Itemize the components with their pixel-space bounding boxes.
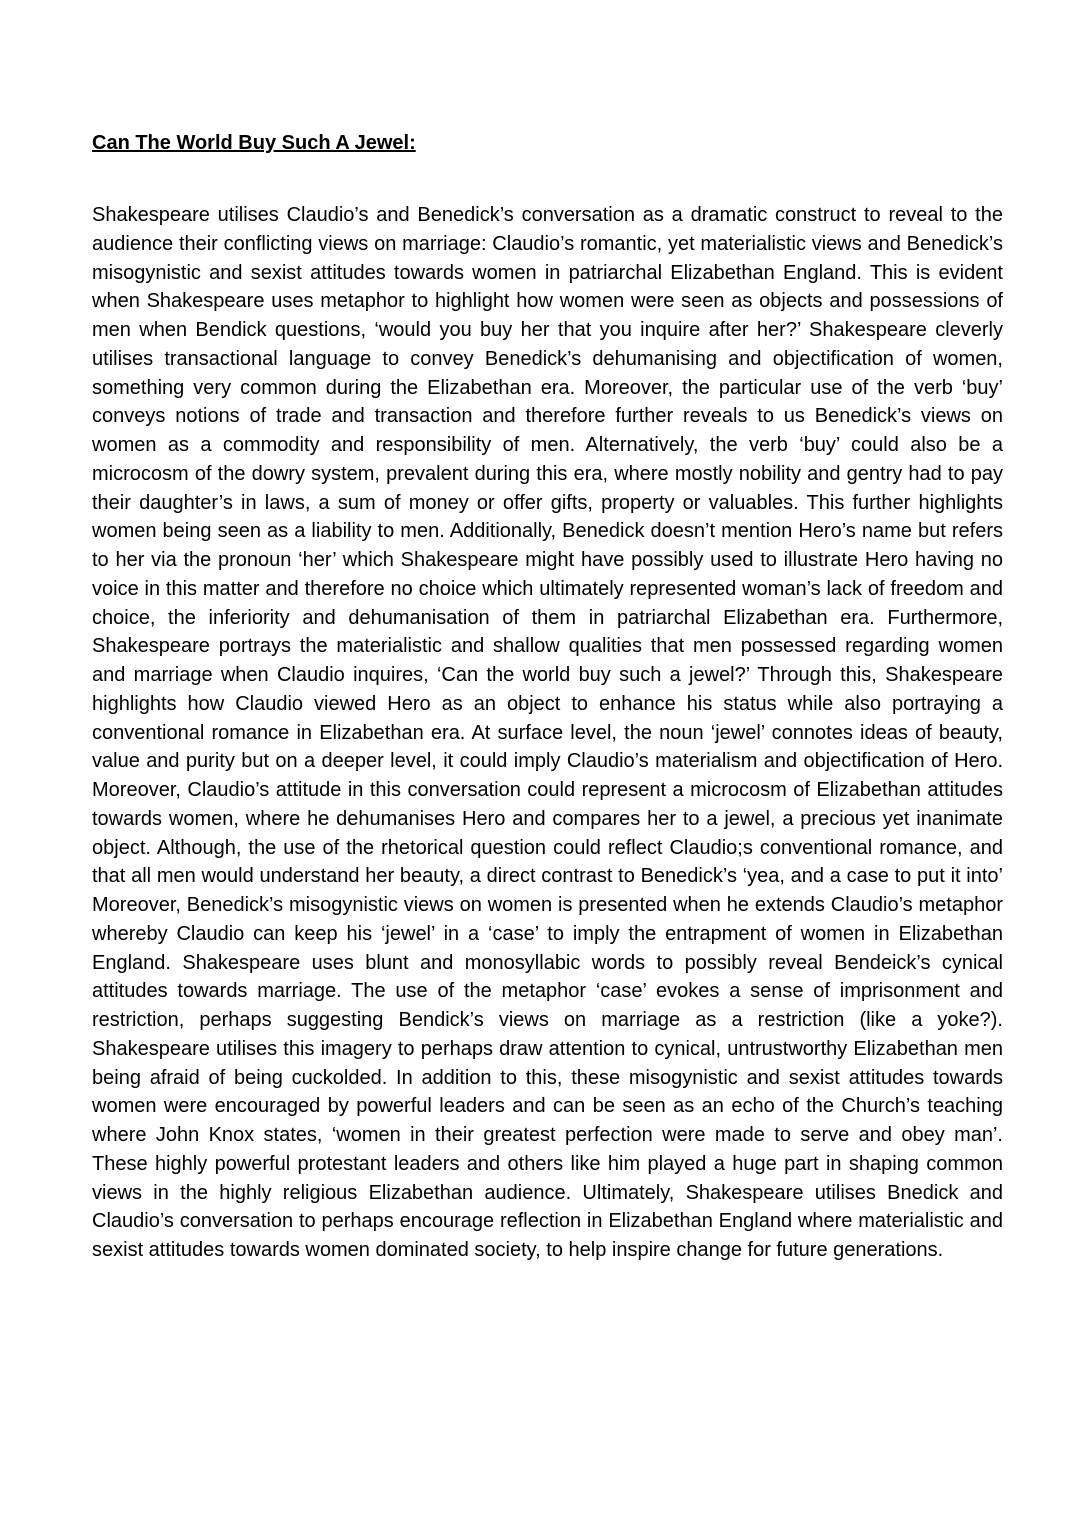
document-title: Can The World Buy Such A Jewel: [92,132,416,154]
essay-paragraph: Shakespeare utilises Claudio’s and Benedick’s conversation as a dramatic construct to reveal to the audience their conflicting views on marriage: Claudio’s romantic, yet materialistic views and Benedick’s misogynistic and sexist attitudes towards women in patriarchal Elizabethan England. This is evident when Shakespeare uses metaphor to highlight how women were seen as objects and possessions of men when Bendick questions, ‘would you buy her that you inquire after her?’ Shakespeare cleverly utilises transactional language to convey Benedick’s dehumanising and objectification of women, something very common during the Elizabethan era. Moreover, the particular use of the verb ‘buy’ conveys notions of trade and transaction and therefore further reveals to us Benedick’s views on women as a commodity and responsibility of men. Alternatively, the verb ‘buy’ could also be a microcosm of the dowry system, prevalent during this era, where mostly nobility and gentry had to pay their daughter’s in laws, a sum of money or offer gifts, property or valuables. This further highlights women being seen as a liability to men. Additionally, Benedick doesn’t mention Hero’s name but refers to her via the pronoun ‘her’ which Shakespeare might have possibly used to illustrate Hero having no voice in this matter and therefore no choice which ultimately represented woman’s lack of freedom and choice, the inferiority and dehumanisation of them in patriarchal Elizabethan era. Furthermore, Shakespeare portrays the materialistic and shallow qualities that men possessed regarding women and marriage when Claudio inquires, ‘Can the world buy such a jewel?’ Through this, Shakespeare highlights how Claudio viewed Hero as an object to enhance his status while also portraying a conventional romance in Elizabethan era. At surface level, the noun ‘jewel’ connotes ideas of beauty, value and purity but on a deeper level, it could imply Claudio’s materialism and objectification of Hero. Moreover, Claudio’s attitude in this conversation could represent a microcosm of Elizabethan attitudes towards women, where he dehumanises Hero and compares her to a jewel, a precious yet inanimate object. Although, the use of the rhetorical question could reflect Claudio;s conventional romance, and that all men would understand her beauty, a direct contrast to Benedick’s ‘yea, and a case to put it into’ Moreover, Benedick’s misogynistic views on women is presented when he extends Claudio’s metaphor whereby Claudio can keep his ‘jewel’ in a ‘case’ to imply the entrapment of women in Elizabethan England. Shakespeare uses blunt and monosyllabic words to possibly reveal Bendeick’s cynical attitudes towards marriage. The use of the metaphor ‘case’ evokes a sense of imprisonment and restriction, perhaps suggesting Bendick’s views on marriage as a restriction (like a yoke?). Shakespeare utilises this imagery to perhaps draw attention to cynical, untrustworthy Elizabethan men being afraid of being cuckolded. In addition to this, these misogynistic and sexist attitudes towards women were encouraged by powerful leaders and can be seen as an echo of the Church’s teaching where John Knox states, ‘women in their greatest perfection were made to serve and obey man’. These highly powerful protestant leaders and others like him played a huge part in shaping common views in the highly religious Elizabethan audience. Ultimately, Shakespeare utilises Bnedick and Claudio’s conversation to perhaps encourage reflection in Elizabethan England where materialistic and sexist attitudes towards women dominated society, to help inspire change for future generations. [92,204,1003,1261]
